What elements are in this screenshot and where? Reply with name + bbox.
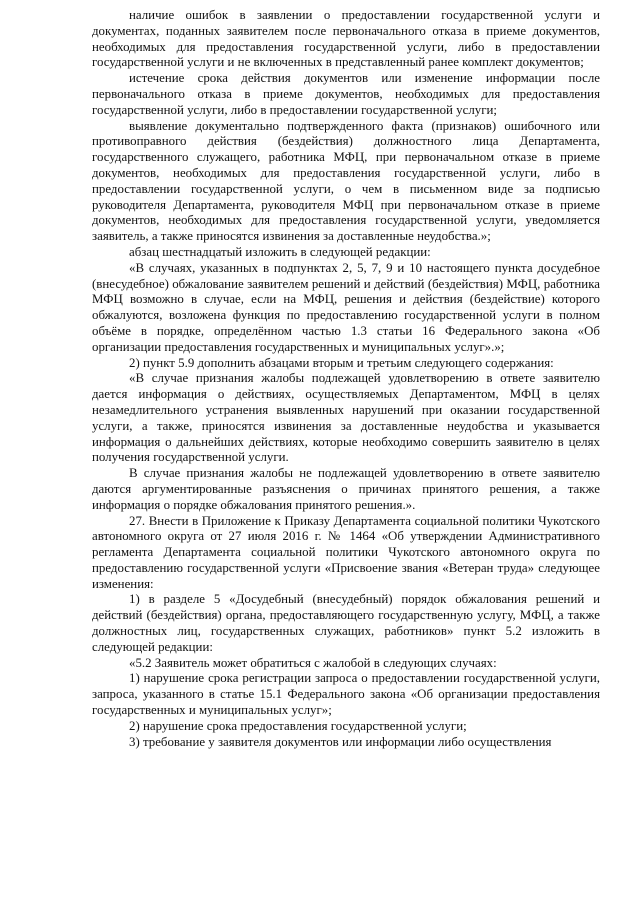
paragraph-7: «В случае признания жалобы подлежащей удовлетворению в ответе заявителю дается информация о действиях, осуществляемых Департаментом, МФЦ в целях незамедлительного устранения выявленных нарушений при оказании государственной услуги, а также, приносятся извинения за доставленные неудобства и указывается информация о дальнейших действиях, которые необходимо совершить заявителю в целях получения государственной услуги. (92, 371, 600, 465)
paragraph-3: выявление документально подтвержденного факта (признаков) ошибочного или противоправного действия (бездействия) должностного лица Департамента, государственного служащего, работника МФЦ, при первоначальном отказе в приеме документов, необходимых для предоставления государственной услуги, либо в предоставлении государственной услуги, о чем в письменном виде за подписью руководителя Департамента, руководителя МФЦ при первоначальном отказе в приеме документов, необходимых для предоставления государственной услуги, уведомляется заявитель, а также приносятся извинения за доставленные неудобства.»; (92, 118, 600, 244)
paragraph-1: наличие ошибок в заявлении о предоставлении государственной услуги и документах, поданных заявителем после первоначального отказа в приеме документов, необходимых для предоставления государственной услуги, либо в предоставлении государственной услуги и не включенных в представленный ранее комплект документов; (92, 8, 600, 70)
paragraph-6: 2) пункт 5.9 дополнить абзацами вторым и третьим следующего содержания: (129, 355, 554, 370)
paragraph-9: 27. Внести в Приложение к Приказу Департамента социальной политики Чукотского автономного округа от 27 июля 2016 г. № 1464 «Об утверждении Административного регламента Департамента социальной политики Чукотского автономного округа по предоставлению государственной услуги «Присвоение звания «Ветеран труда» следующее изменения: (92, 513, 600, 591)
document-body (92, 8, 600, 750)
paragraph-12: 1) нарушение срока регистрации запроса о предоставлении государственной услуги, запроса, указанного в статье 15.1 Федерального закона «Об организации предоставления государственных и муниципальных услуг»; (92, 671, 600, 718)
paragraph-4: абзац шестнадцатый изложить в следующей редакции: (129, 244, 431, 259)
paragraph-2: истечение срока действия документов или изменение информации после первоначального отказа в приеме документов, необходимых для предоставления государственной услуги, либо в предоставлении государственной услуги; (92, 71, 600, 117)
paragraph-11: «5.2 Заявитель может обратиться с жалобой в следующих случаях: (129, 655, 497, 670)
paragraph-14: 3) требование у заявителя документов или информации либо осуществления (129, 734, 552, 749)
paragraph-10: 1) в разделе 5 «Досудебный (внесудебный) порядок обжалования решений и действий (бездействия) органа, предоставляющего государственную услугу, МФЦ, а также должностных лиц, государственных служащих, работников» пункт 5.2 изложить в следующей редакции: (92, 592, 600, 654)
paragraph-13: 2) нарушение срока предоставления государственной услуги; (129, 718, 467, 733)
paragraph-5: «В случаях, указанных в подпунктах 2, 5, 7, 9 и 10 настоящего пункта досудебное (внесудебное) обжалование заявителем решений и действий (бездействия) МФЦ, работника МФЦ возможно в случае, если на МФЦ, решения и действия (бездействие) которого обжалуются, возложена функция по предоставлению государственной услуги в полном объёме в порядке, определённом частью 1.3 статьи 16 Федерального закона «Об организации предоставления государственных и муниципальных услуг».»; (92, 260, 600, 354)
paragraph-8: В случае признания жалобы не подлежащей удовлетворению в ответе заявителю даются аргументированные разъяснения о причинах принятого решения, а также информация о порядке обжалования принятого решения.». (92, 466, 600, 512)
